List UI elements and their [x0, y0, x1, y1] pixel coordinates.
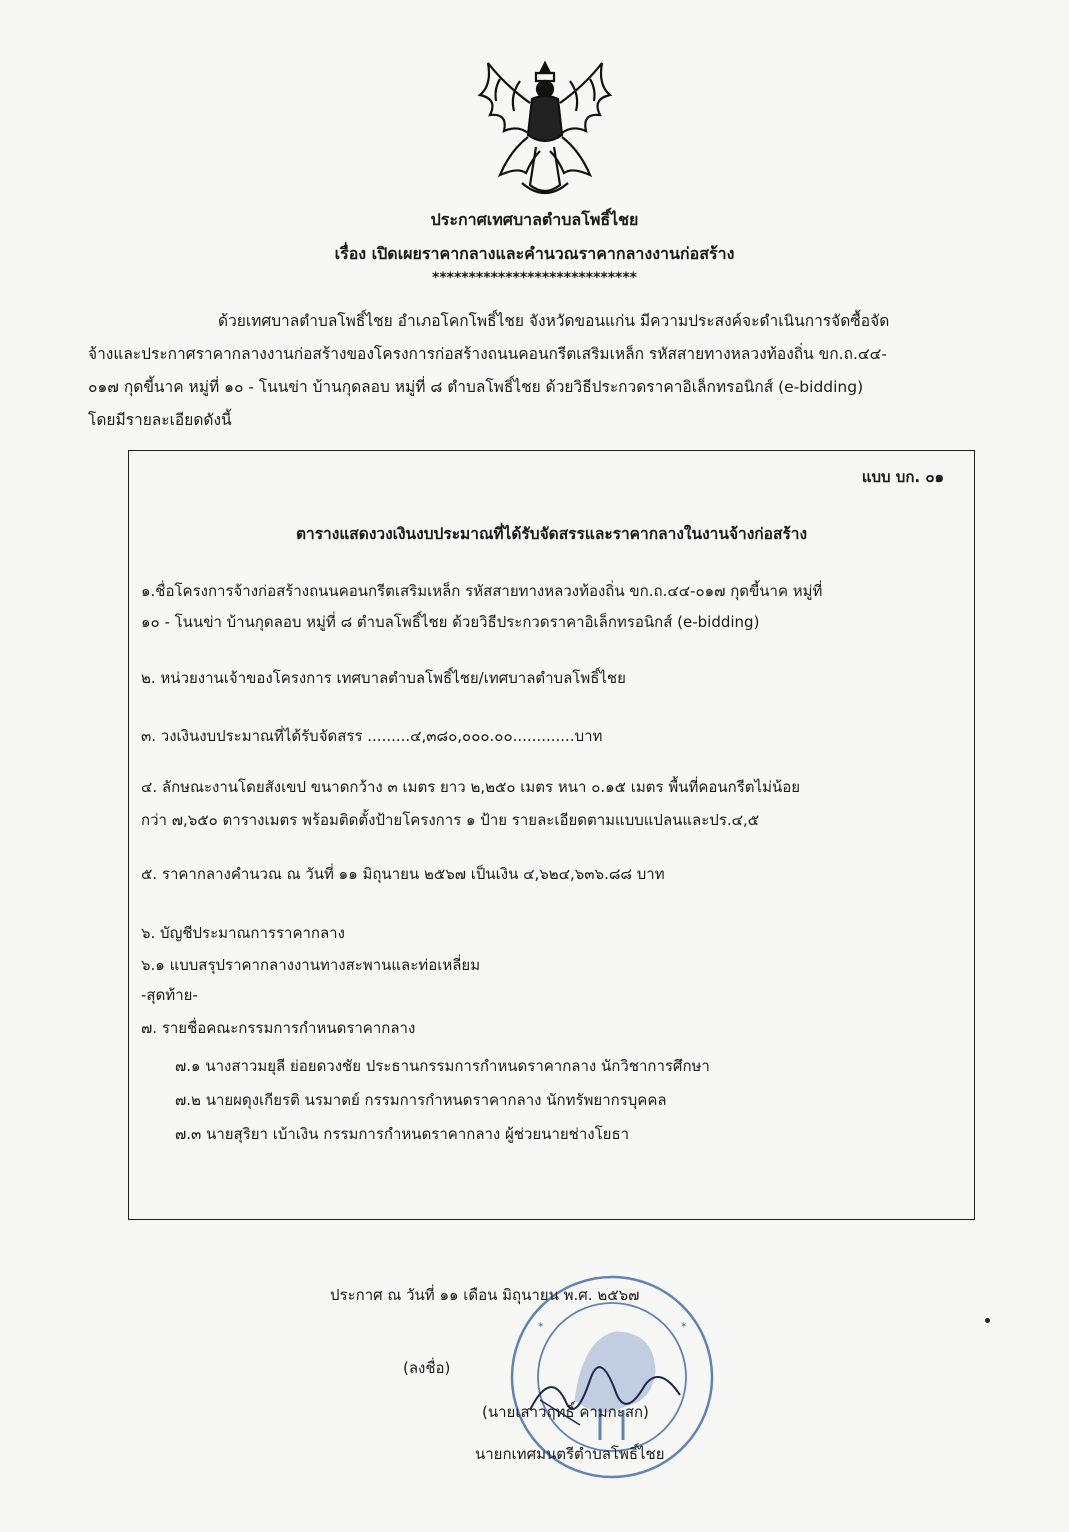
svg-text:✶: ✶ [680, 1321, 688, 1331]
form-code: แบบ บก. ๐๑ [861, 468, 944, 486]
intro-line: ๐๑๗ กุดขี้นาค หมู่ที่ ๑๐ - โนนข่า บ้านกุดลอบ หมู่ที่ ๘ ตำบลโพธิ์ไชย ด้วยวิธีประกวดราคาอิเล็กทรอนิกส์ (e-bidding) [88, 378, 864, 396]
signer-name: (นายเสาวฤทธิ์ คามกะสก) [482, 1403, 649, 1421]
title-divider: **************************** [432, 270, 637, 286]
item-project-name-line2: ๑๐ - โนนข่า บ้านกุดลอบ หมู่ที่ ๘ ตำบลโพธิ์ไชย ด้วยวิธีประกวดราคาอิเล็กทรอนิกส์ (e-bidding) [141, 613, 760, 631]
item-median-price: ๕. ราคากลางคำนวณ ณ วันที่ ๑๑ มิถุนายน ๒๕๖๗ เป็นเงิน ๔,๖๒๔,๖๓๖.๘๘ บาท [141, 865, 665, 883]
item-owner-agency: ๒. หน่วยงานเจ้าของโครงการ เทศบาลตำบลโพธิ์ไชย/เทศบาลตำบลโพธิ์ไชย [141, 669, 626, 687]
item-project-name-line1: ๑.ชื่อโครงการจ้างก่อสร้างถนนคอนกรีตเสริมเหล็ก รหัสสายทางหลวงท้องถิ่น ขก.ถ.๔๔-๐๑๗ กุดขี้นาค หมู่ที่ [141, 582, 823, 600]
item-estimate-list: ๖. บัญชีประมาณการราคากลาง [141, 924, 345, 942]
intro-line: จ้างและประกาศราคากลางงานก่อสร้างของโครงการก่อสร้างถนนคอนกรีตเสริมเหล็ก รหัสสายทางหลวงท้องถิ่น ขก.ถ.๔๔- [88, 345, 887, 363]
committee-member: ๗.๑ นางสาวมยุลี ย่อยดวงชัย ประธานกรรมการกำหนดราคากลาง นักวิชาการศึกษา [175, 1057, 710, 1075]
intro-line: โดยมีรายละเอียดดังนี้ [88, 411, 232, 429]
budget-table-box [128, 450, 975, 1220]
end-marker: -สุดท้าย- [141, 986, 198, 1004]
garuda-emblem-icon [470, 55, 620, 205]
signer-position: นายกเทศมนตรีตำบลโพธิ์ไชย [475, 1445, 665, 1463]
item-description-line1: ๔. ลักษณะงานโดยสังเขป ขนาดกว้าง ๓ เมตร ยาว ๒,๒๕๐ เมตร หนา ๐.๑๕ เมตร พื้นที่คอนกรีตไม่น้อย [141, 778, 801, 796]
announce-date: ประกาศ ณ วันที่ ๑๑ เดือน มิถุนายน พ.ศ. ๒๕๖๗ [330, 1286, 640, 1304]
intro-paragraph [88, 305, 998, 437]
committee-member: ๗.๒ นายผดุงเกียรติ นรมาตย์ กรรมการกำหนดราคากลาง นักทรัพยากรบุคคล [175, 1091, 667, 1109]
committee-member: ๗.๓ นายสุริยา เบ้าเงิน กรรมการกำหนดราคากลาง ผู้ช่วยนายช่างโยธา [175, 1125, 630, 1143]
item-estimate-summary: ๖.๑ แบบสรุปราคากลางงานทางสะพานและท่อเหลี่ยม [141, 956, 481, 974]
announcement-title: ประกาศเทศบาลตำบลโพธิ์ไชย [430, 210, 639, 229]
signed-label: (ลงชื่อ) [403, 1359, 451, 1377]
announcement-subject: เรื่อง เปิดเผยราคากลางและคำนวณราคากลางงานก่อสร้าง [334, 244, 735, 263]
intro-line: ด้วยเทศบาลตำบลโพธิ์ไชย อำเภอโคกโพธิ์ไชย จังหวัดขอนแก่น มีความประสงค์จะดำเนินการจัดซื้อจัด [218, 312, 890, 330]
item-committee: ๗. รายชื่อคณะกรรมการกำหนดราคากลาง [141, 1019, 416, 1037]
svg-text:✶: ✶ [537, 1321, 545, 1331]
item-budget: ๓. วงเงินงบประมาณที่ได้รับจัดสรร .........๔,๓๘๐,๐๐๐.๐๐.............บาท [141, 727, 603, 745]
box-title: ตารางแสดงวงเงินงบประมาณที่ได้รับจัดสรรและราคากลางในงานจ้างก่อสร้าง [295, 525, 808, 543]
stray-mark [985, 1318, 990, 1323]
item-description-line2: กว่า ๗,๖๕๐ ตารางเมตร พร้อมติดตั้งป้ายโครงการ ๑ ป้าย รายละเอียดตามแบบแปลนและปร.๔,๕ [141, 811, 760, 829]
